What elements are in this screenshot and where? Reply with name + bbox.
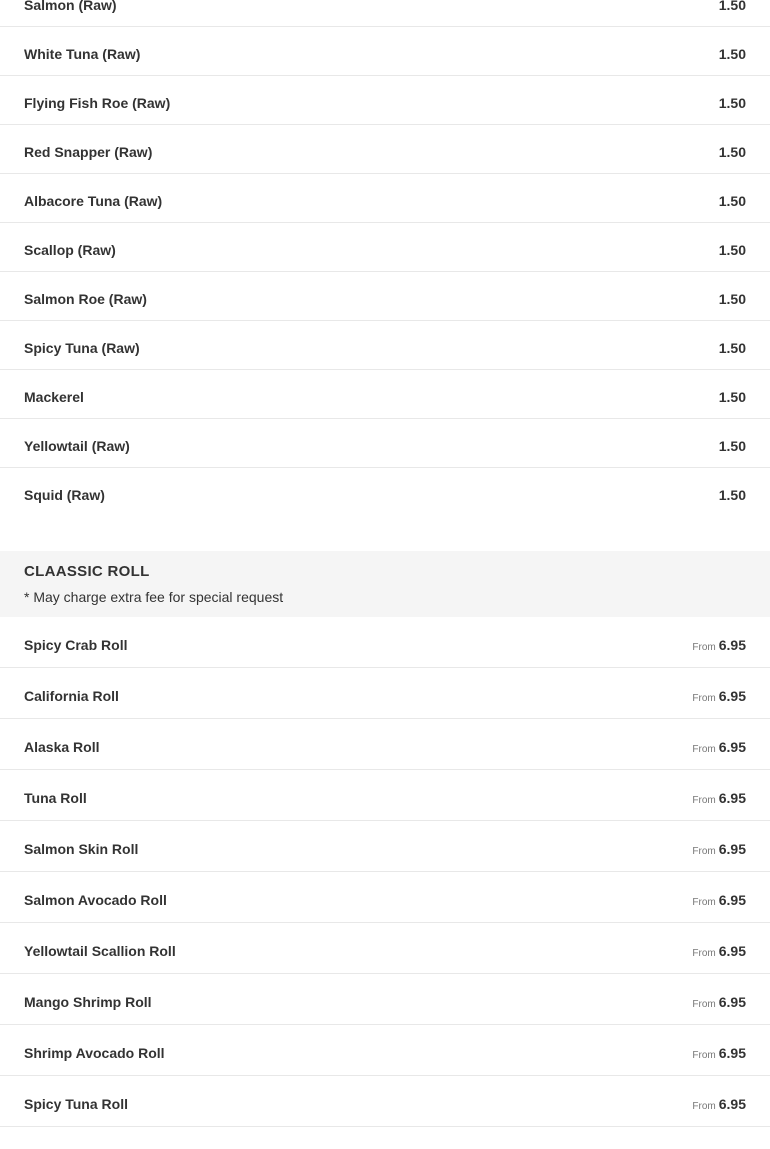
item-price-group: [692, 637, 746, 656]
item-price: 1.50: [718, 487, 746, 503]
item-price-group: [692, 892, 746, 911]
item-price: 1.50: [718, 291, 746, 307]
menu-item[interactable]: [0, 821, 770, 872]
item-name: Spicy Tuna (Raw): [24, 340, 140, 356]
menu-item[interactable]: [0, 719, 770, 770]
from-label: From: [692, 1101, 716, 1112]
item-price: 1.50: [718, 340, 746, 356]
menu-item[interactable]: [0, 923, 770, 974]
from-label: From: [692, 693, 716, 704]
item-name: Salmon Roe (Raw): [24, 291, 147, 307]
item-price: 1.50: [718, 144, 746, 160]
menu-item[interactable]: [0, 125, 770, 174]
item-name: Alaska Roll: [24, 739, 100, 755]
from-label: From: [692, 999, 716, 1010]
from-label: From: [692, 897, 716, 908]
section-spacer: [0, 517, 770, 551]
menu-item[interactable]: [0, 1076, 770, 1127]
menu-item[interactable]: [0, 468, 770, 517]
item-price-group: [692, 943, 746, 962]
item-price: 6.95: [718, 1096, 746, 1112]
item-price-group: [692, 994, 746, 1013]
item-name: Yellowtail (Raw): [24, 438, 130, 454]
classic-roll-item-list: [0, 617, 770, 1127]
item-name: Shrimp Avocado Roll: [24, 1045, 165, 1061]
menu-item[interactable]: [0, 27, 770, 76]
item-name: Salmon (Raw): [24, 0, 117, 13]
item-price: 1.50: [718, 242, 746, 258]
menu-item[interactable]: [0, 617, 770, 668]
item-price: 6.95: [718, 739, 746, 755]
item-price: 6.95: [718, 841, 746, 857]
item-price: 6.95: [718, 688, 746, 704]
item-price: 1.50: [718, 438, 746, 454]
menu-item[interactable]: [0, 770, 770, 821]
item-name: Squid (Raw): [24, 487, 105, 503]
section-header: [0, 551, 770, 617]
item-price: 1.50: [718, 0, 746, 13]
menu-item[interactable]: [0, 0, 770, 27]
menu-item[interactable]: [0, 223, 770, 272]
from-label: From: [692, 744, 716, 755]
item-name: Spicy Crab Roll: [24, 637, 128, 653]
item-name: Mackerel: [24, 389, 84, 405]
menu-item[interactable]: [0, 668, 770, 719]
from-label: From: [692, 795, 716, 806]
item-price: 1.50: [718, 46, 746, 62]
item-name: Yellowtail Scallion Roll: [24, 943, 176, 959]
item-price: 6.95: [718, 892, 746, 908]
menu-item[interactable]: [0, 174, 770, 223]
section-note: * May charge extra fee for special request: [24, 589, 284, 605]
item-price: 6.95: [718, 637, 746, 653]
item-price-group: [692, 1096, 746, 1115]
item-price-group: [692, 1045, 746, 1064]
item-name: Salmon Avocado Roll: [24, 892, 167, 908]
menu-item[interactable]: [0, 370, 770, 419]
item-price: 1.50: [718, 389, 746, 405]
from-label: From: [692, 846, 716, 857]
item-price-group: [692, 739, 746, 758]
menu-item[interactable]: [0, 272, 770, 321]
item-price: 6.95: [718, 1045, 746, 1061]
item-name: White Tuna (Raw): [24, 46, 141, 62]
menu-item[interactable]: [0, 974, 770, 1025]
nigiri-item-list: [0, 0, 770, 551]
item-name: California Roll: [24, 688, 119, 704]
from-label: From: [692, 642, 716, 653]
menu-item[interactable]: [0, 76, 770, 125]
item-name: Tuna Roll: [24, 790, 87, 806]
menu-item[interactable]: [0, 321, 770, 370]
item-name: Spicy Tuna Roll: [24, 1096, 128, 1112]
item-price: 6.95: [718, 943, 746, 959]
menu-item[interactable]: [0, 872, 770, 923]
item-price: 6.95: [718, 790, 746, 806]
section-title: CLAASSIC ROLL: [24, 563, 150, 580]
item-name: Salmon Skin Roll: [24, 841, 139, 857]
item-name: Albacore Tuna (Raw): [24, 193, 163, 209]
item-name: Scallop (Raw): [24, 242, 116, 258]
item-name: Mango Shrimp Roll: [24, 994, 152, 1010]
menu-item[interactable]: [0, 419, 770, 468]
item-price: 6.95: [718, 994, 746, 1010]
item-price-group: [692, 688, 746, 707]
from-label: From: [692, 948, 716, 959]
item-price-group: [692, 790, 746, 809]
item-name: Flying Fish Roe (Raw): [24, 95, 171, 111]
item-name: Red Snapper (Raw): [24, 144, 153, 160]
menu-item[interactable]: [0, 1025, 770, 1076]
item-price: 1.50: [718, 95, 746, 111]
item-price-group: [692, 841, 746, 860]
item-price: 1.50: [718, 193, 746, 209]
from-label: From: [692, 1050, 716, 1061]
